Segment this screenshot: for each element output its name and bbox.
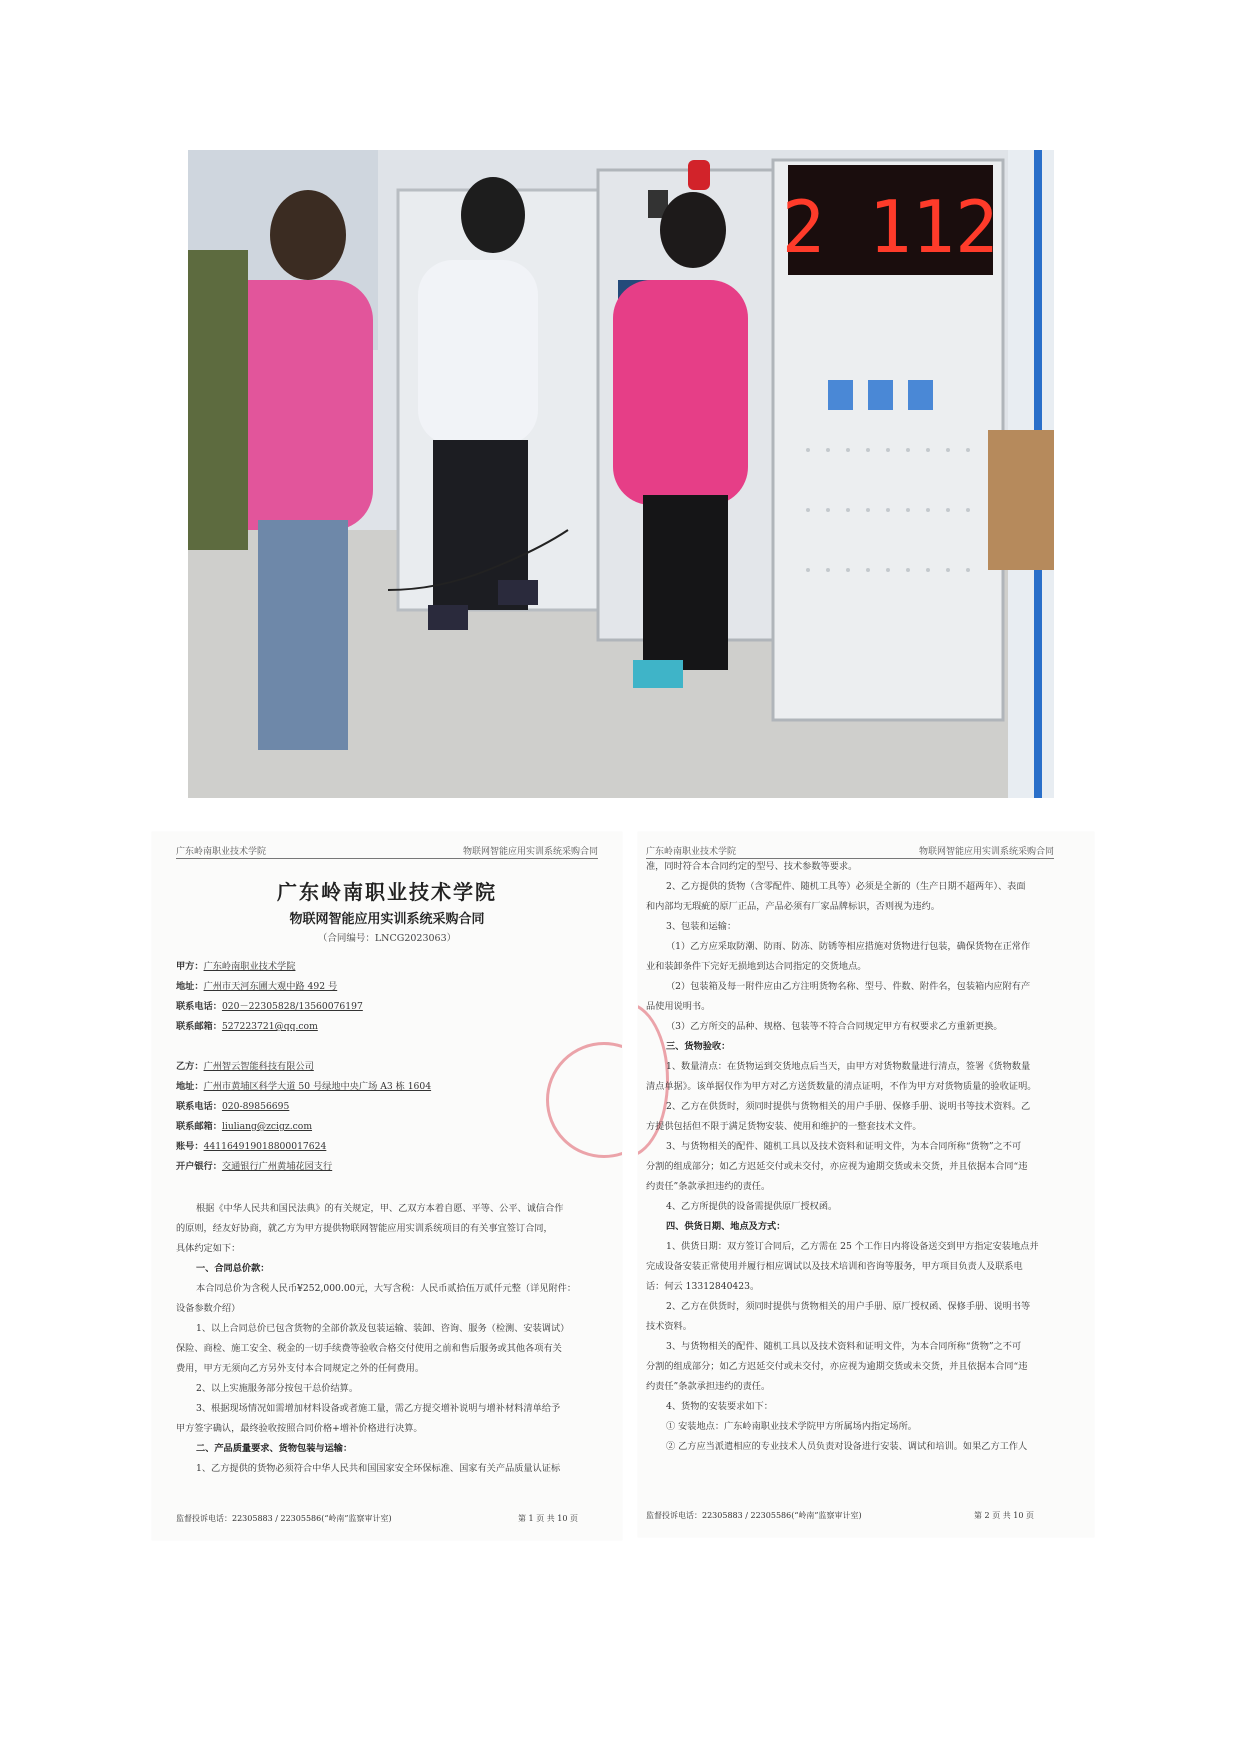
body-line: 费用，甲方无须向乙方另外支付本合同规定之外的任何费用。: [176, 1363, 425, 1374]
header-left: 广东岭南职业技术学院: [646, 847, 737, 857]
body-line: ② 乙方应当派遣相应的专业技术人员负责对设备进行安装、调试和培训。如果乙方工作人: [666, 1441, 1028, 1452]
body-line: 技术资料。: [646, 1321, 692, 1332]
body-line: 具体约定如下：: [176, 1243, 241, 1254]
body-line: 3、根据现场情况如需增加材料设备或者施工量，需乙方提交增补说明与增补材料清单给予: [196, 1403, 561, 1414]
party-b-email-row: 联系邮箱：liuliang@zcigz.com: [176, 1121, 313, 1132]
body-line: 分割的组成部分；如乙方迟延交付或未交付，亦应视为逾期交货或未交货，并且依据本合同“违: [646, 1361, 1028, 1372]
body-line: 1、以上合同总价已包含货物的全部价款及包装运输、装卸、咨询、服务（检测、安装调试）: [196, 1323, 570, 1334]
body-line: 设备参数介绍）: [176, 1303, 241, 1314]
party-a-name-row: 甲方：广东岭南职业技术学院: [176, 961, 296, 972]
contract-number: （合同编号：LNCG2023063）: [317, 933, 457, 944]
body-line: 2、乙方在供货时，须同时提供与货物相关的用户手册、原厂授权函、保修手册、说明书等: [666, 1301, 1031, 1312]
body-line: （3）乙方所交的品种、规格、包装等不符合合同规定甲方有权要求乙方重新更换。: [666, 1021, 1003, 1032]
footer-complaint-phone: 监督投诉电话：22305883 / 22305586(“岭南”监察审计室): [176, 1514, 392, 1523]
party-b-address-row: 地址：广州市黄埔区科学大道 50 号绿地中央广场 A3 栋 1604: [176, 1081, 432, 1092]
body-line: 2、以上实施服务部分按包干总价结算。: [196, 1383, 359, 1394]
body-line: 1、供货日期：双方签订合同后，乙方需在 25 个工作日内将设备送交到甲方指定安装地点并: [666, 1241, 1039, 1252]
body-line: 清点单据》。该单据仅作为甲方对乙方送货数量的清点证明，不作为甲方对货物质量的验收证明。: [646, 1081, 1037, 1092]
body-line: 2、乙方在供货时，须同时提供与货物相关的用户手册、保修手册、说明书等技术资料。乙: [666, 1101, 1031, 1112]
header-left: 广东岭南职业技术学院: [176, 847, 267, 857]
training-photo: [188, 150, 1054, 798]
party-a-address-row: 地址：广州市天河东圃大观中路 492 号: [176, 981, 338, 992]
led-display-text: 2 112: [781, 185, 999, 269]
party-b-phone-row: 联系电话：020-89856695: [176, 1101, 290, 1112]
body-line: 准，同时符合本合同约定的型号、技术参数等要求。: [646, 861, 858, 872]
party-b-account-row: 账号：441164919018800017624: [176, 1141, 327, 1152]
body-line: 1、乙方提供的货物必须符合中华人民共和国国家安全环保标准、国家有关产品质量认证标: [196, 1463, 561, 1474]
party-a-email-row: 联系邮箱：527223721@qq.com: [176, 1021, 318, 1032]
contract-page-1: [152, 832, 622, 1540]
body-line: 3、与货物相关的配件、随机工具以及技术资料和证明文件，为本合同所称“货物”之不可: [666, 1141, 1022, 1152]
section-heading: 三、货物验收：: [666, 1041, 731, 1052]
footer-complaint-phone: 监督投诉电话：22305883 / 22305586(“岭南”监察审计室): [646, 1511, 862, 1520]
company-seal-stamp: [546, 1042, 622, 1158]
body-line: 4、乙方所提供的设备需提供原厂授权函。: [666, 1201, 838, 1212]
body-line: 3、与货物相关的配件、随机工具以及技术资料和证明文件，为本合同所称“货物”之不可: [666, 1341, 1022, 1352]
body-line: 品使用说明书。: [646, 1001, 711, 1012]
party-b-bank-row: 开户银行：交通银行广州黄埔花园支行: [176, 1161, 333, 1172]
footer-page-number: 第 1 页 共 10 页: [518, 1514, 578, 1523]
photo-illustration: [188, 150, 1054, 798]
body-line: 3、包装和运输：: [666, 921, 737, 932]
document-title: 广东岭南职业技术学院: [277, 880, 497, 904]
section-heading: 四、供货日期、地点及方式：: [666, 1221, 786, 1232]
page-header: [176, 844, 598, 859]
body-line: 话：何云 13312840423。: [646, 1281, 760, 1292]
body-line: 业和装卸条件下完好无损地到达合同指定的交货地点。: [646, 961, 867, 972]
body-line: 本合同总价为含税人民币¥252,000.00元，大写含税：人民币贰拾伍万贰仟元整（详见附件：: [196, 1283, 577, 1294]
party-b-name-row: 乙方：广州智云智能科技有限公司: [176, 1061, 314, 1072]
body-line: ① 安装地点：广东岭南职业技术学院甲方所属场内指定场所。: [666, 1421, 917, 1432]
document-subtitle: 物联网智能应用实训系统采购合同: [289, 912, 485, 927]
body-line: 方提供包括但不限于满足货物安装、使用和维护的一整套技术文件。: [646, 1121, 922, 1132]
body-line: 的原则，经友好协商，就乙方为甲方提供物联网智能应用实训系统项目的有关事宜签订合同，: [176, 1223, 553, 1234]
body-line: 1、数量清点：在货物运到交货地点后当天，由甲方对货物数量进行清点，签署《货物数量: [666, 1061, 1031, 1072]
body-line: 完成设备安装正常使用并履行相应调试以及技术培训和咨询等服务，甲方项目负责人及联系电: [646, 1261, 1023, 1272]
body-line: 根据《中华人民共和国民法典》的有关规定，甲、乙双方本着自愿、平等、公平、诚信合作: [196, 1203, 564, 1214]
body-line: 和内部均无瑕疵的原厂正品，产品必须有厂家品牌标识，否则视为违约。: [646, 901, 940, 912]
body-line: （2）包装箱及每一附件应由乙方注明货物名称、型号、件数、附件名，包装箱内应附有产: [666, 981, 1031, 992]
header-right: 物联网智能应用实训系统采购合同: [462, 847, 598, 857]
body-line: 约责任”条款承担违约的责任。: [646, 1381, 771, 1392]
body-line: 分割的组成部分；如乙方迟延交付或未交付，亦应视为逾期交货或未交货，并且依据本合同“违: [646, 1161, 1028, 1172]
section-heading: 一、合同总价款：: [196, 1263, 270, 1274]
body-line: 保险、商检、施工安全、税金的一切手续费等验收合格交付使用之前和售后服务或其他各项有关: [176, 1343, 562, 1354]
contract-page-2: [638, 832, 1094, 1537]
page-header: [646, 844, 1054, 859]
party-a-phone-row: 联系电话：020－22305828/13560076197: [176, 1001, 363, 1012]
body-line: 4、货物的安装要求如下：: [666, 1401, 773, 1412]
body-line: （1）乙方应采取防潮、防雨、防冻、防锈等相应措施对货物进行包装，确保货物在正常作: [666, 941, 1031, 952]
section-heading: 二、产品质量要求、货物包装与运输：: [196, 1443, 353, 1454]
body-line: 2、乙方提供的货物（含零配件、随机工具等）必须是全新的（生产日期不超两年）、表面: [666, 881, 1026, 892]
header-right: 物联网智能应用实训系统采购合同: [918, 847, 1054, 857]
body-line: 甲方签字确认，最终验收按照合同价格+增补价格进行决算。: [176, 1423, 423, 1434]
body-line: 约责任”条款承担违约的责任。: [646, 1181, 771, 1192]
footer-page-number: 第 2 页 共 10 页: [974, 1511, 1034, 1520]
